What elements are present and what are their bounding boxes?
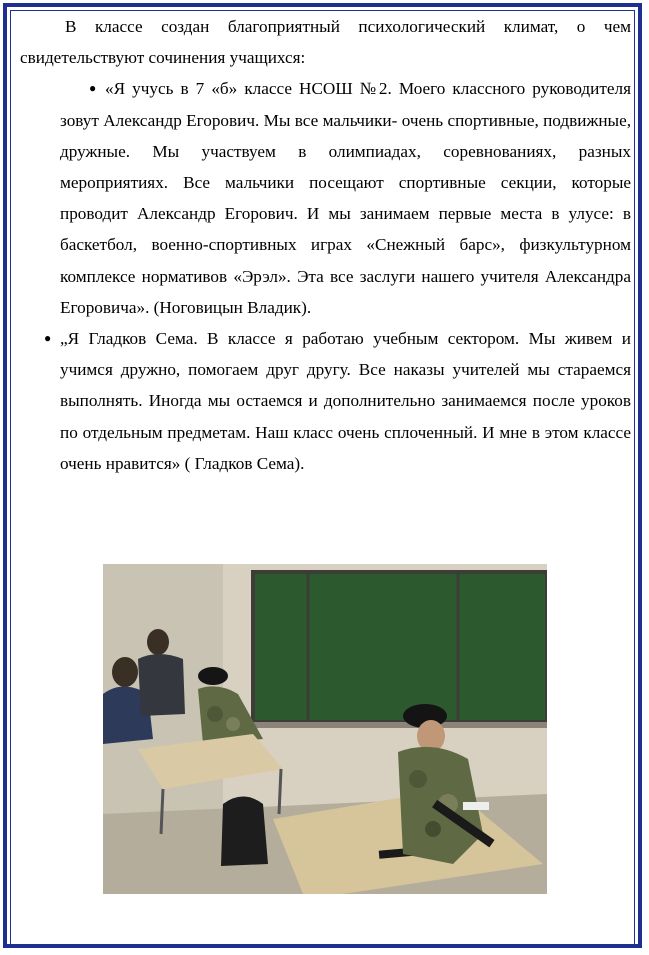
bullet-icon: ● <box>44 331 52 346</box>
classroom-photo <box>103 564 547 894</box>
intro-paragraph: В классе создан благоприятный психологический климат, о чем свидетельствуют сочинения учащихся: <box>20 17 631 68</box>
list-item <box>20 73 631 323</box>
classroom-photo-drawing <box>103 564 547 894</box>
quote-text: «Я учусь в 7 «б» классе НСОШ №2. Моего классного руководителя зовут Александр Егорович. Мы все мальчики- очень спортивные, подвижные, дружные. Мы участвуем в олимпиадах, соревнованиях, разных мероприятиях. Все мальчики посещают спортивные секции, которые проводит Александр Егорович. И мы занимаем первые места в улусе: в баскетбол, военно-спортивных играх «Снежный барс», физкультурном комплексе нормативов «Эрэл». Эта все заслуги нашего учителя Александра Егоровича». (Ноговицын Владик). <box>60 79 631 317</box>
quotes-list <box>20 73 631 479</box>
bullet-icon: ● <box>89 81 97 96</box>
document-body <box>20 11 631 479</box>
quote-text: „Я Гладков Сема. В классе я работаю учебным сектором. Мы живем и учимся дружно, помогаем друг другу. Все наказы учителей мы стараемся выполнять. Иногда мы остаемся и дополнительно занимаемся после уроков по отдельным предметам. Наш класс очень сплоченный. И мне в этом классе очень нравится» ( Гладков Сема). <box>60 329 631 473</box>
list-item <box>20 323 631 479</box>
